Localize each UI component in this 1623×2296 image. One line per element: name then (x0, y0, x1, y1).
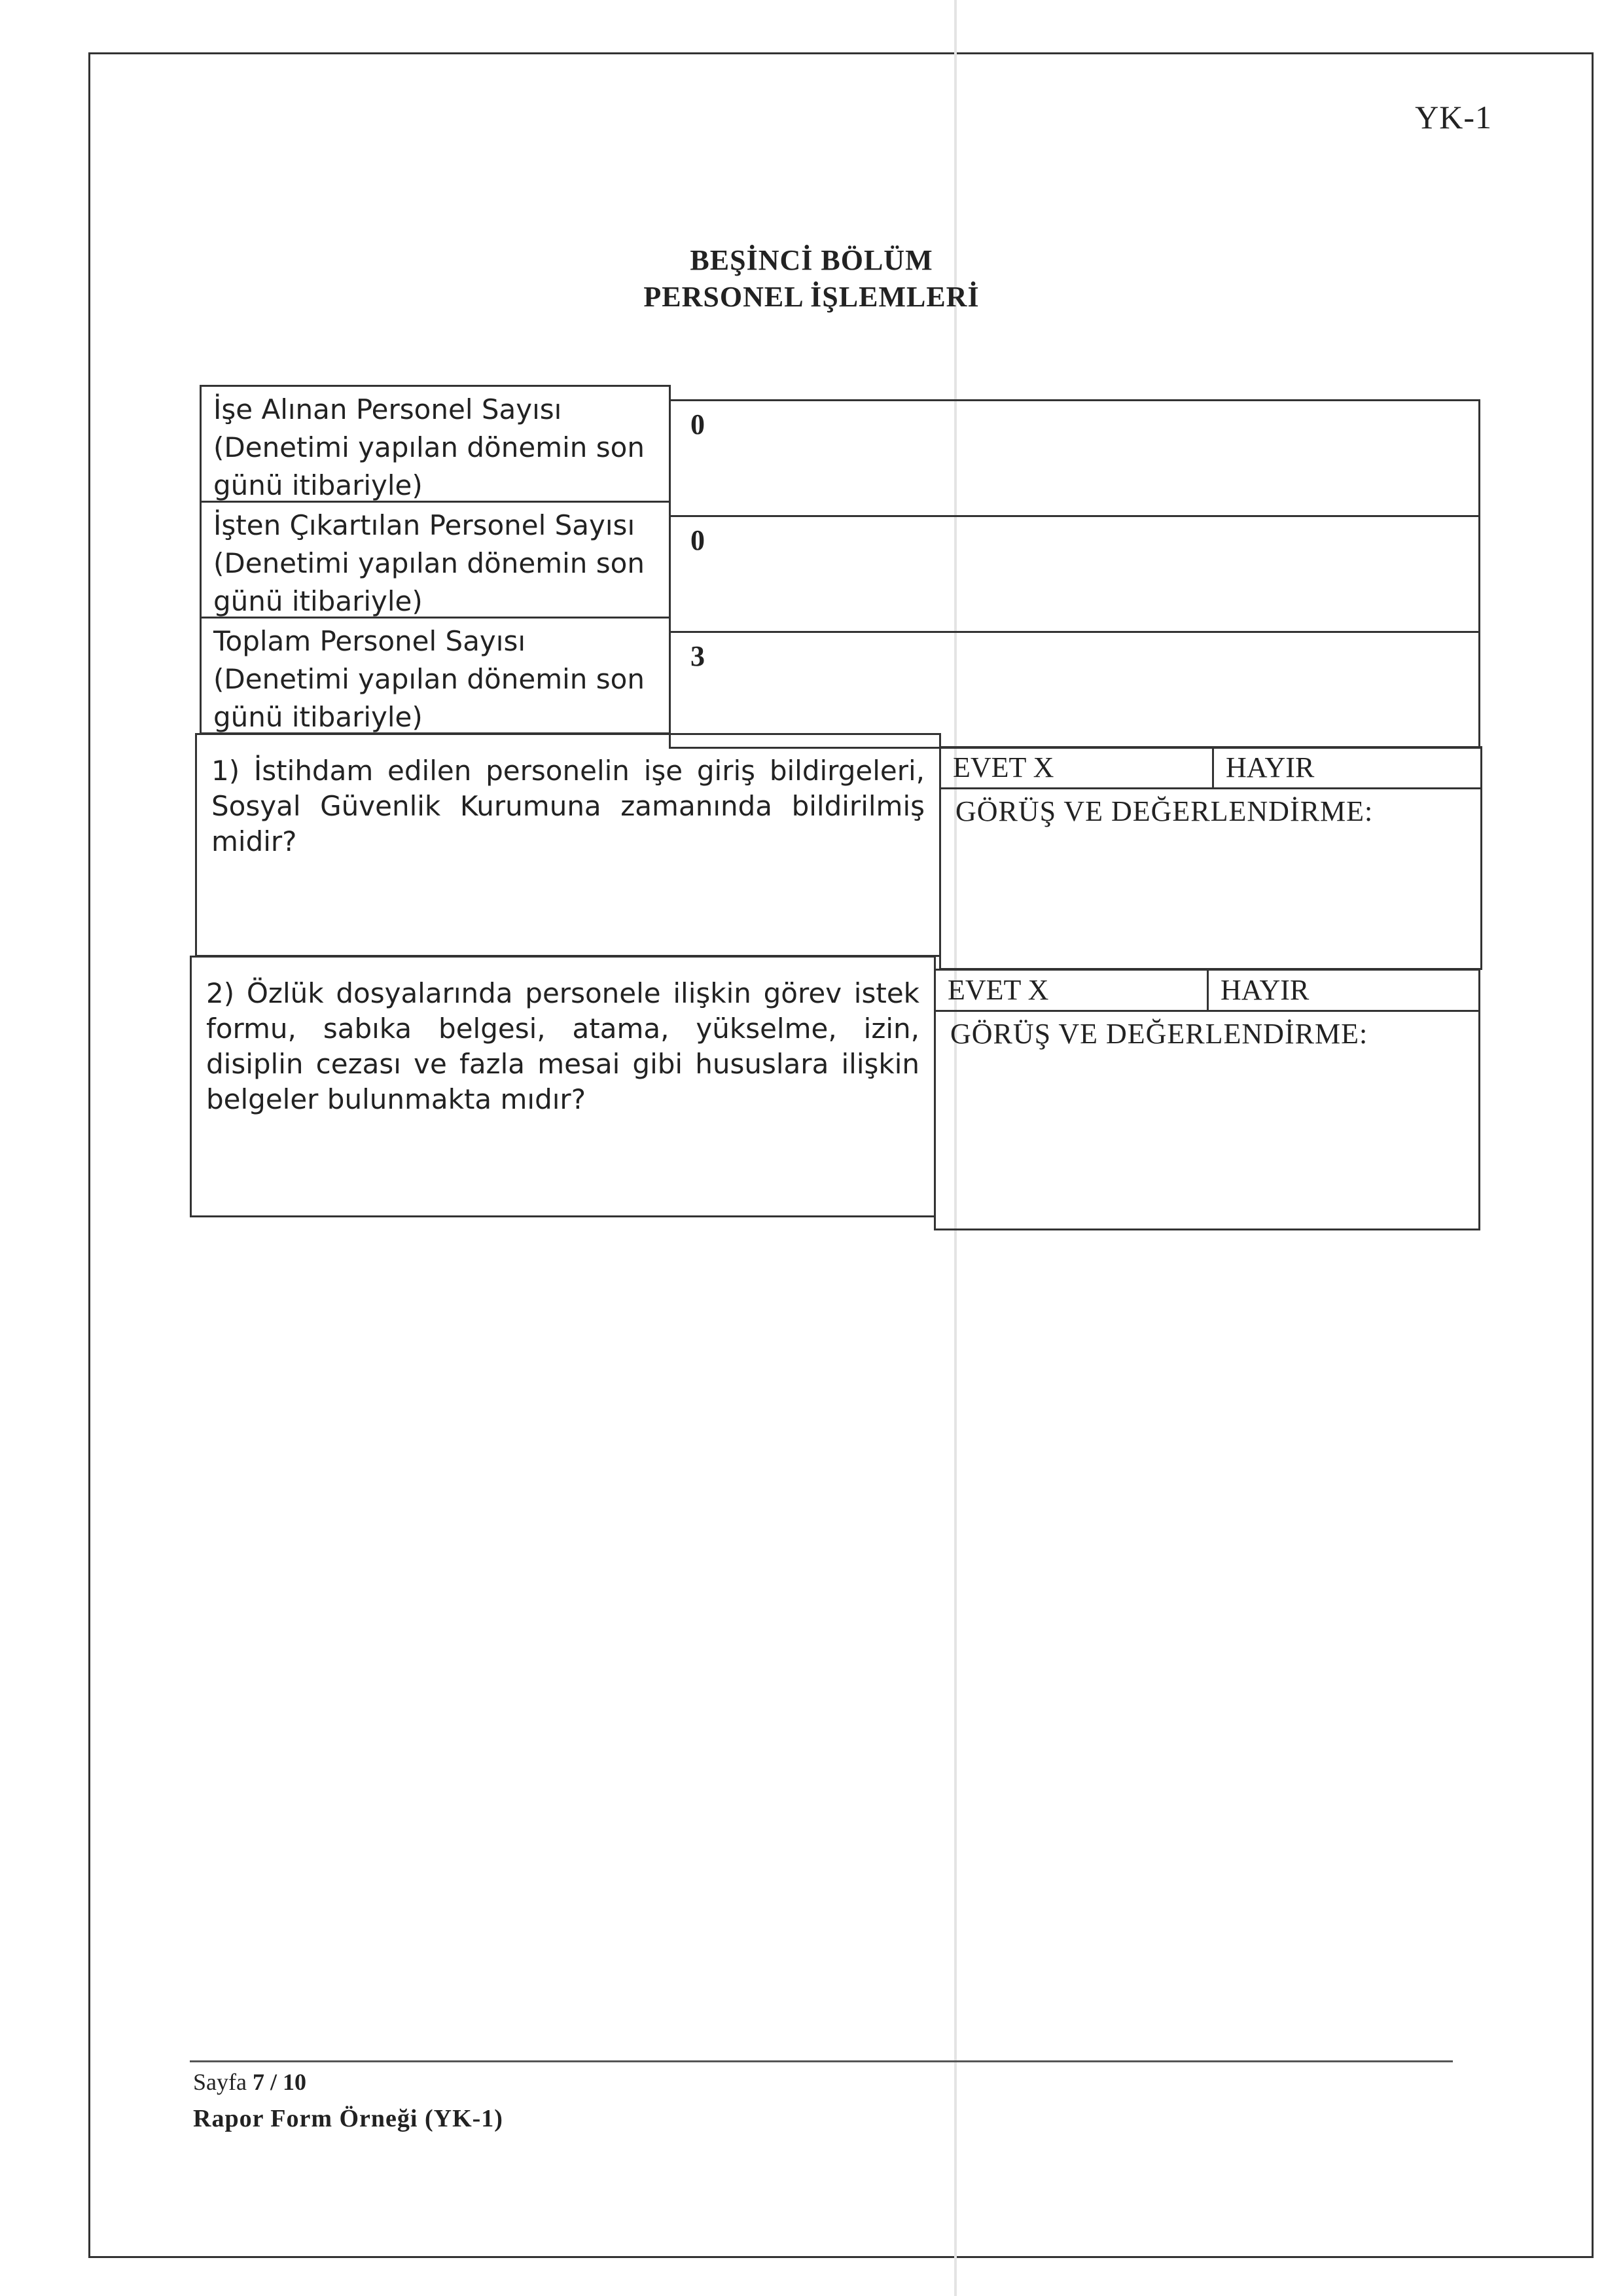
total-personnel-value: 3 (669, 631, 1480, 749)
question-2: 2) Özlük dosyalarında personele ilişkin görev istek formu, sabıka belgesi, atama, yükselme, izin, disiplin cezası ve fazla mesai gibi hususlara ilişkin belgeler bulunmakta mıdır? (190, 956, 936, 1217)
page-number (193, 2068, 306, 2096)
page-prefix: Sayfa (193, 2069, 247, 2095)
hired-personnel-label: İşe Alınan Personel Sayısı (Denetimi yapılan dönemin son günü itibariyle) (200, 385, 671, 503)
dismissed-personnel-value: 0 (669, 515, 1480, 633)
hired-personnel-value: 0 (669, 399, 1480, 517)
section-subtitle: PERSONEL İŞLEMLERİ (643, 281, 980, 313)
question-2-no-checkbox[interactable]: HAYIR (1207, 969, 1480, 1012)
document-code: YK-1 (1415, 99, 1492, 135)
question-2-yes-checkbox[interactable]: EVET X (934, 969, 1209, 1012)
footer-divider (190, 2060, 1453, 2062)
question-1-yes-checkbox[interactable]: EVET X (939, 746, 1214, 789)
section-title: BEŞİNCİ BÖLÜM (690, 244, 933, 276)
question-1-no-checkbox[interactable]: HAYIR (1212, 746, 1482, 789)
dismissed-personnel-label: İşten Çıkartılan Personel Sayısı (Denetimi yapılan dönemin son günü itibariyle) (200, 501, 671, 619)
form-name: Rapor Form Örneği (YK-1) (193, 2105, 503, 2132)
question-1: 1) İstihdam edilen personelin işe giriş bildirgeleri, Sosyal Güvenlik Kurumuna zamanında bildirilmiş midir? (195, 733, 941, 957)
question-2-comment-label: GÖRÜŞ VE DEĞERLENDİRME: (950, 1018, 1368, 1050)
total-personnel-label: Toplam Personel Sayısı (Denetimi yapılan dönemin son günü itibariyle) (200, 617, 671, 734)
question-1-comment-label: GÖRÜŞ VE DEĞERLENDİRME: (955, 795, 1374, 827)
page-number-value: 7 / 10 (252, 2069, 306, 2095)
